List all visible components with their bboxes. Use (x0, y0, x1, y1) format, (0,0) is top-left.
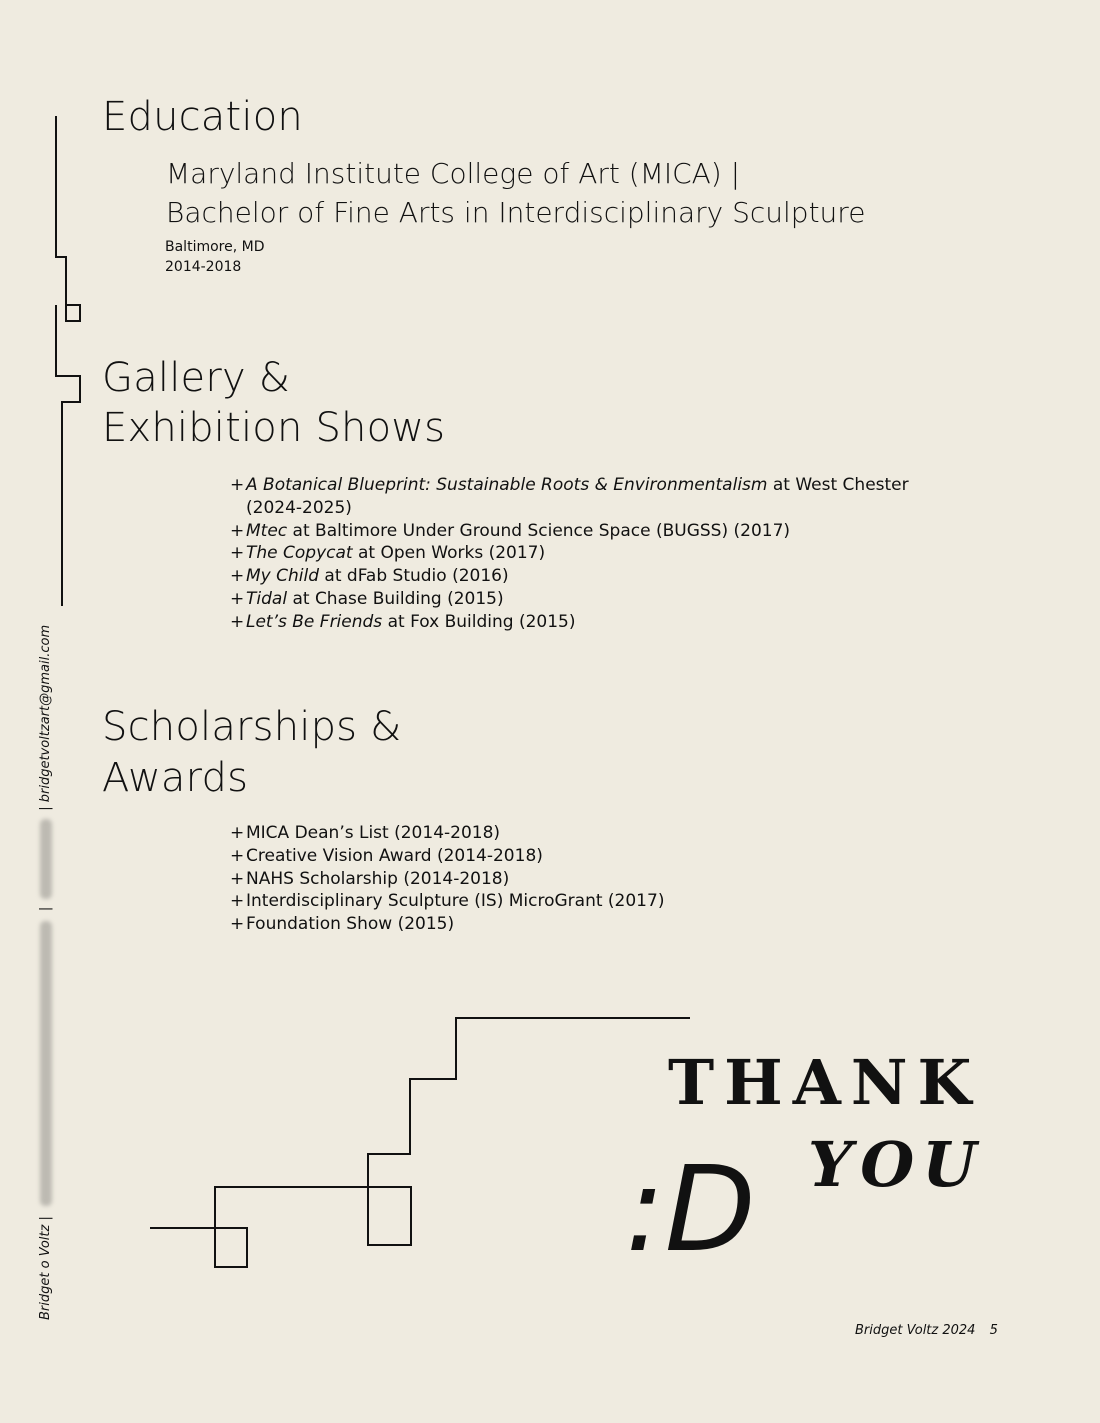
bullet-plus: + (230, 823, 245, 843)
footer-text: Bridget Voltz 2024 (855, 1323, 976, 1338)
show-venue: at Open Works (2017) (357, 543, 546, 564)
thank-text: THANK (668, 1046, 982, 1119)
smiley-text: :D (625, 1140, 756, 1278)
bullet-plus: + (230, 566, 245, 587)
education-degree: Bachelor of Fine Arts in Interdisciplinary Sculpture (166, 196, 866, 229)
award-text: Interdisciplinary Sculpture (IS) MicroGrant (2017) (246, 891, 665, 912)
sidebar-email: | bridgetvoltzart@gmail.com (38, 624, 53, 811)
bullet-plus: + (230, 914, 245, 935)
show-venue: at West Chester (772, 475, 909, 495)
bullet-plus: + (230, 475, 245, 495)
award-text: Foundation Show (2015) (246, 914, 455, 935)
show-venue: at dFab Studio (2016) (324, 566, 509, 587)
education-years: 2014-2018 (165, 259, 242, 275)
education-school: Maryland Institute College of Art (MICA) | (166, 157, 741, 190)
show-venue: at Baltimore Under Ground Science Space (BUGSS) (2017) (292, 520, 791, 541)
bullet-plus: + (230, 611, 245, 632)
page-number: 5 (989, 1323, 998, 1338)
sidebar-separator: | (38, 906, 53, 912)
show-title: A Botanical Blueprint: Sustainable Roots & Environmentalism (246, 475, 768, 495)
sidebar-name: Bridget o Voltz | (38, 1216, 53, 1320)
you-text: YOU (808, 1128, 985, 1201)
bullet-plus: + (230, 588, 245, 609)
award-text: MICA Dean’s List (2014-2018) (246, 823, 501, 843)
show-title: The Copycat (246, 543, 353, 564)
show-title: Mtec (246, 520, 288, 541)
bullet-plus: + (230, 868, 245, 889)
show-venue: at Fox Building (2015) (387, 611, 576, 632)
award-text: NAHS Scholarship (2014-2018) (246, 868, 510, 889)
gallery-heading-line1: Gallery & (102, 355, 291, 401)
show-venue: at Chase Building (2015) (292, 588, 504, 609)
gallery-heading-line2: Exhibition Shows (102, 405, 446, 451)
bullet-plus: + (230, 891, 245, 912)
footer (855, 1323, 998, 1338)
show-title: Tidal (246, 588, 288, 609)
show-continued: (2024-2025) (246, 497, 352, 518)
show-title: My Child (246, 566, 320, 587)
education-heading: Education (102, 94, 303, 140)
bullet-plus: + (230, 520, 245, 541)
bullet-plus: + (230, 543, 245, 564)
award-text: Creative Vision Award (2014-2018) (246, 845, 543, 866)
awards-heading-line1: Scholarships & (102, 704, 402, 750)
awards-heading-line2: Awards (102, 755, 249, 801)
show-title: Let’s Be Friends (246, 611, 383, 632)
education-location: Baltimore, MD (165, 239, 265, 255)
bullet-plus: + (230, 845, 245, 866)
